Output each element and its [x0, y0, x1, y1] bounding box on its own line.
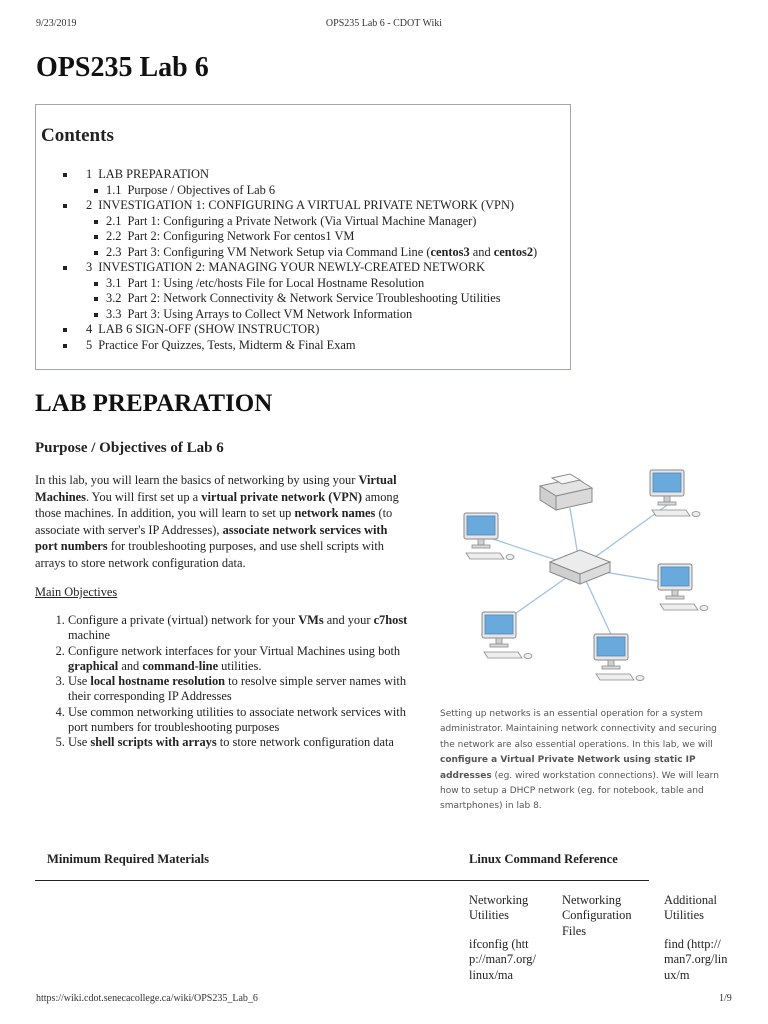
computer-icon: [658, 564, 708, 611]
ifconfig-link[interactable]: ifconfig (http://man7.org/linux/ma: [469, 937, 536, 982]
toc-item[interactable]: 1.1 Purpose / Objectives of Lab 6: [36, 183, 537, 199]
table-of-contents: [35, 104, 571, 370]
printer-icon: [540, 474, 592, 510]
diagram-caption: Setting up networks is an essential operation for a system administrator. Maintaining network connectivity and securing the network are also essential operations. In this lab, we will configure a Virtual Private Network using static IP addresses (eg. wired workstation connections). We will learn how to setup a DHCP network (eg. for notebook, table and smartphones) in lab 8.: [440, 709, 719, 812]
print-date: 9/23/2019: [36, 18, 77, 29]
toc-item[interactable]: 3 INVESTIGATION 2: MANAGING YOUR NEWLY-CREATED NETWORK: [36, 260, 537, 276]
find-link[interactable]: find (http://man7.org/linux/m: [664, 937, 728, 982]
computer-icon: [482, 612, 532, 659]
computer-icon: [594, 634, 644, 681]
toc-item[interactable]: 3.2 Part 2: Network Connectivity & Network Service Troubleshooting Utilities: [36, 291, 537, 307]
print-header-title: OPS235 Lab 6 - CDOT Wiki: [325, 18, 443, 29]
table-cell-additional-utilities: Additional Utilities: [664, 893, 717, 923]
list-item: 2. Configure network interfaces for your Virtual Machines using both graphical and command-line utilities.: [68, 644, 410, 675]
table-cell-configuration-files: Networking Configuration Files: [562, 893, 632, 938]
footer-url: https://wiki.cdot.senecacollege.ca/wiki/OPS235_Lab_6: [36, 993, 258, 1004]
section-heading: LAB PREPARATION: [35, 390, 273, 417]
toc-item[interactable]: 5 Practice For Quizzes, Tests, Midterm & Final Exam: [36, 338, 537, 354]
computer-icon: [464, 513, 514, 560]
network-switch-icon: [550, 550, 610, 584]
toc-item[interactable]: 2.2 Part 2: Configuring Network For centos1 VM: [36, 229, 537, 245]
page-title: OPS235 Lab 6: [36, 52, 209, 83]
toc-item[interactable]: 2 INVESTIGATION 1: CONFIGURING A VIRTUAL PRIVATE NETWORK (VPN): [36, 198, 537, 214]
table-divider: [35, 880, 649, 881]
toc-item[interactable]: 1 LAB PREPARATION: [36, 167, 537, 183]
toc-item[interactable]: 3.3 Part 3: Using Arrays to Collect VM Network Information: [36, 307, 537, 323]
toc-item[interactable]: 2.3 Part 3: Configuring VM Network Setup via Command Line (centos3 and centos2): [36, 245, 537, 261]
list-item: 5. Use shell scripts with arrays to store network configuration data: [68, 735, 410, 750]
toc-heading: Contents: [41, 125, 114, 146]
toc-list: [36, 167, 537, 353]
list-item: 1. Configure a private (virtual) network for your VMs and your c7host machine: [68, 613, 410, 644]
toc-item[interactable]: 4 LAB 6 SIGN-OFF (SHOW INSTRUCTOR): [36, 322, 537, 338]
intro-paragraph: In this lab, you will learn the basics of networking by using your Virtual Machines. You will first set up a virtual private network (VPN) among those machines. In addition, you will learn to set up network names (to associate with server's IP Addresses), associate network services with port numbers for troubleshooting purposes, and use shell scripts with arrays to store network configuration data.: [35, 473, 399, 570]
main-objectives-label: Main Objectives: [35, 585, 118, 599]
toc-item[interactable]: 2.1 Part 1: Configuring a Private Network (Via Virtual Machine Manager): [36, 214, 537, 230]
objectives-list: [35, 613, 410, 751]
table-header-command-reference: Linux Command Reference: [469, 852, 618, 866]
subsection-heading: Purpose / Objectives of Lab 6: [35, 440, 224, 456]
table-header-materials: Minimum Required Materials: [47, 852, 210, 866]
toc-item[interactable]: 3.1 Part 1: Using /etc/hosts File for Local Hostname Resolution: [36, 276, 537, 292]
table-cell-networking-utilities: Networking Utilities: [469, 893, 529, 923]
computer-icon: [650, 470, 700, 517]
footer-page-number: 1/9: [719, 993, 732, 1004]
list-item: 4. Use common networking utilities to associate network services with port numbers for troubleshooting purposes: [68, 705, 410, 736]
list-item: 3. Use local hostname resolution to resolve simple server names with their corresponding IP Addresses: [68, 674, 410, 705]
network-diagram: [430, 458, 730, 698]
